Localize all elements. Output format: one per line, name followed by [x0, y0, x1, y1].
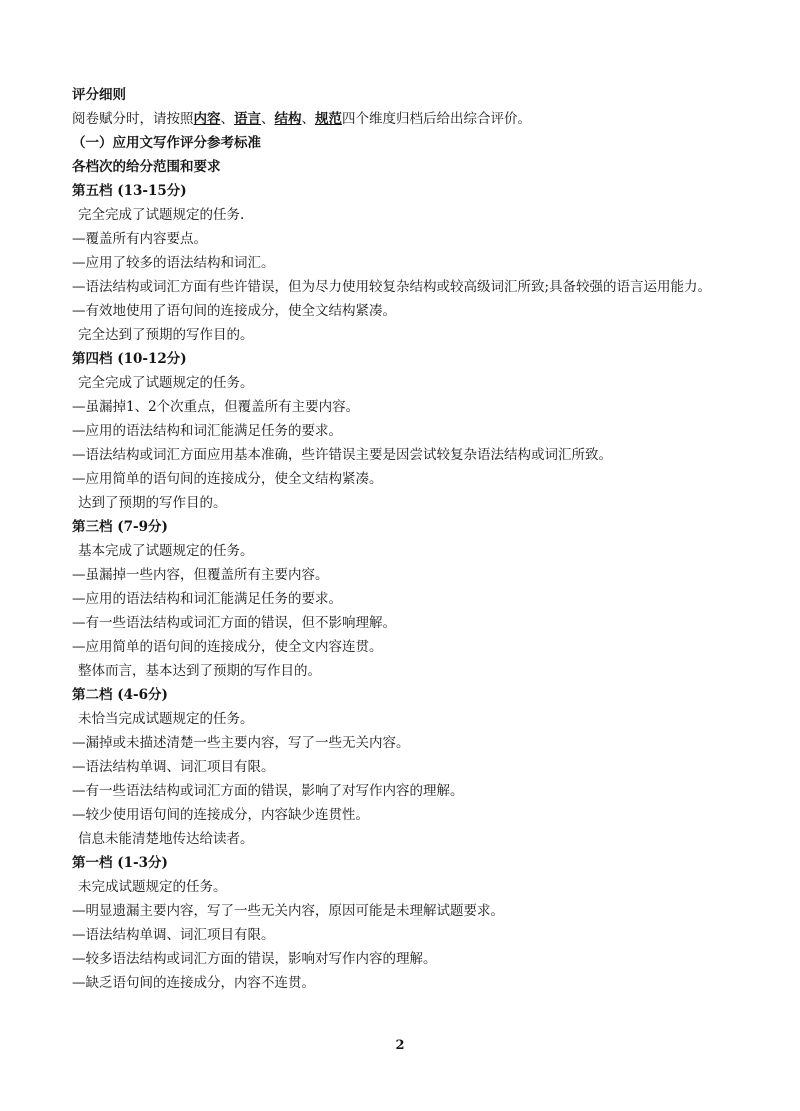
grade-criterion: —虽漏掉一些内容，但覆盖所有主要内容。	[72, 567, 329, 583]
grade-criterion: —较多语法结构或词汇方面的错误，影响对写作内容的理解。	[72, 951, 437, 967]
grade-criterion: —应用的语法结构和词汇能满足任务的要求。	[72, 591, 342, 607]
grade-4	[72, 347, 762, 515]
grade-summary: 未恰当完成试题规定的任务。	[78, 711, 254, 727]
grade-criterion: —缺乏语句间的连接成分，内容不连贯。	[72, 975, 315, 991]
grade-criterion: —语法结构单调、词汇项目有限。	[72, 759, 275, 775]
dimension-separator: 、	[301, 111, 315, 127]
grade-criterion: —语法结构或词汇方面应用基本准确，些许错误主要是因尝试较复杂语法结构或词汇所致。	[72, 447, 612, 463]
section-heading: （一）应用文写作评分参考标准	[72, 135, 261, 151]
dimension-separator: 、	[220, 111, 234, 127]
grade-criterion: —覆盖所有内容要点。	[72, 231, 207, 247]
grade-criterion: —应用简单的语句间的连接成分，使全文内容连贯。	[72, 639, 383, 655]
dimension-content: 内容	[193, 111, 221, 127]
grade-3	[72, 515, 762, 683]
grade-conclusion: 达到了预期的写作目的。	[78, 495, 227, 511]
grade-criterion: —语法结构单调、词汇项目有限。	[72, 927, 275, 943]
grade-heading: 第五档 (13-15分)	[72, 183, 187, 199]
intro-prefix: 阅卷赋分时，请按照	[72, 111, 194, 127]
grade-heading: 第四档 (10-12分)	[72, 351, 187, 367]
grade-2	[72, 683, 762, 851]
grade-criterion: —虽漏掉1、2个次重点，但覆盖所有主要内容。	[72, 399, 360, 415]
grade-5	[72, 179, 762, 347]
grade-criterion: —语法结构或词汇方面有些许错误，但为尽力使用较复杂结构或较高级词汇所致;具备较强的语言运用能力。	[72, 279, 712, 295]
ranges-heading: 各档次的给分范围和要求	[72, 159, 221, 175]
grade-conclusion: 完全达到了预期的写作目的。	[78, 327, 254, 343]
grade-criterion: —较少使用语句间的连接成分，内容缺少连贯性。	[72, 807, 369, 823]
dimension-standard: 规范	[315, 111, 342, 127]
page-number: 2	[395, 1038, 405, 1053]
grade-criterion: —有一些语法结构或词汇方面的错误，影响了对写作内容的理解。	[72, 783, 464, 799]
grade-criterion: —有效地使用了语句间的连接成分，使全文结构紧凑。	[72, 303, 396, 319]
dimension-structure: 结构	[274, 111, 302, 127]
grade-summary: 完全完成了试题规定的任务.	[78, 207, 245, 223]
dimension-language: 语言	[234, 111, 261, 127]
intro-paragraph	[72, 107, 762, 131]
grade-conclusion: 整体而言，基本达到了预期的写作目的。	[78, 663, 321, 679]
grade-heading: 第二档 (4-6分)	[72, 687, 168, 703]
grade-criterion: —应用简单的语句间的连接成分，使全文结构紧凑。	[72, 471, 383, 487]
grade-summary: 未完成试题规定的任务。	[78, 879, 227, 895]
intro-suffix: 四个维度归档后给出综合评价。	[342, 111, 531, 127]
document-body	[72, 83, 762, 995]
grade-1	[72, 851, 762, 995]
grade-heading: 第三档 (7-9分)	[72, 519, 168, 535]
grade-criterion: —明显遗漏主要内容，写了一些无关内容，原因可能是未理解试题要求。	[72, 903, 504, 919]
grade-criterion: —有一些语法结构或词汇方面的错误，但不影响理解。	[72, 615, 396, 631]
grade-criterion: —应用的语法结构和词汇能满足任务的要求。	[72, 423, 342, 439]
grade-summary: 基本完成了试题规定的任务。	[78, 543, 254, 559]
grade-criterion: —应用了较多的语法结构和词汇。	[72, 255, 275, 271]
dimension-separator: 、	[261, 111, 275, 127]
grade-heading: 第一档 (1-3分)	[72, 855, 168, 871]
grade-criterion: —漏掉或未描述清楚一些主要内容，写了一些无关内容。	[72, 735, 410, 751]
grade-summary: 完全完成了试题规定的任务。	[78, 375, 254, 391]
grade-conclusion: 信息未能清楚地传达给读者。	[78, 831, 254, 847]
document-title: 评分细则	[72, 87, 126, 103]
